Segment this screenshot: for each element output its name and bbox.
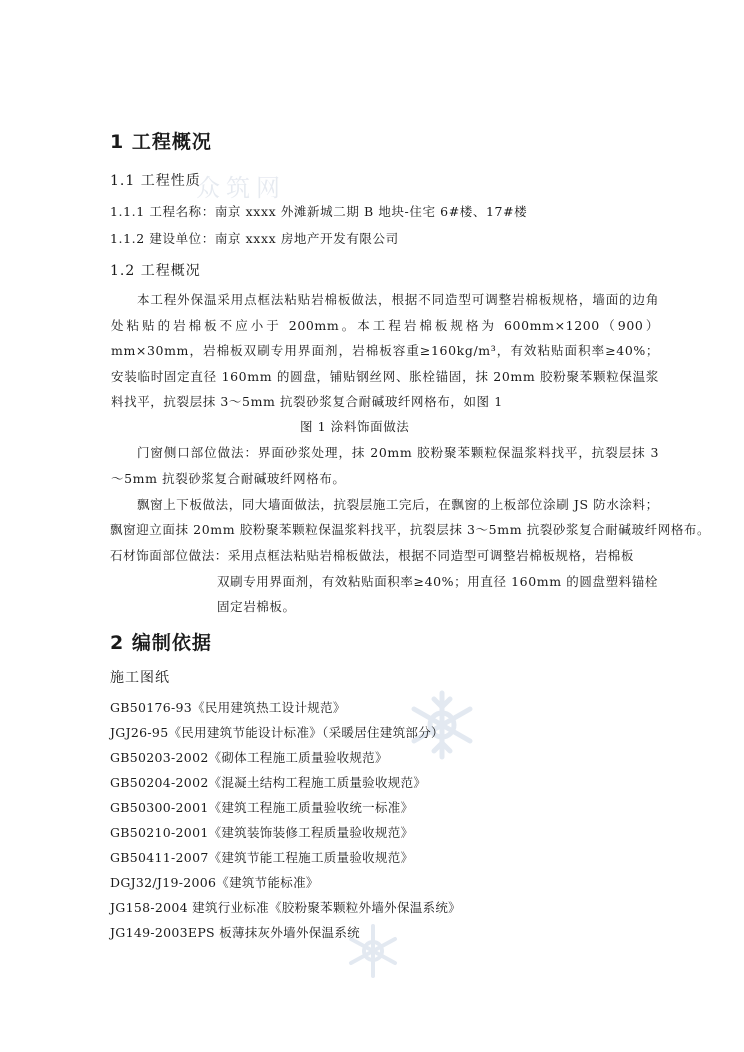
section-2-subtitle: 施工图纸 — [110, 670, 170, 686]
stone-finish-line-3: 固定岩棉板。 — [217, 599, 296, 614]
overview-paragraph: 本工程外保温采用点框法粘贴岩棉板做法，根据不同造型可调整岩棉板规格，墙面的边角处粘贴的岩棉板不应小于 200mm。本工程岩棉板规格为 600mm×1200（900）mm×30mm，岩棉板双刷专用界面剂，岩棉板容重≥160kg/m³，有效粘贴面积率≥40%；安装临时固定直径 160mm 的圆盘，铺贴钢丝网、胀栓锚固，抹 20mm 胶粉聚苯颗粒保温浆料找平，抗裂层抹 3～5mm 抗裂砂浆复合耐碱玻纤网格布，如图 1 — [111, 292, 659, 409]
reference-item: JG149-2003EPS 板薄抹灰外墙外保温系统 — [110, 925, 360, 940]
door-window-paragraph: 门窗侧口部位做法：界面砂浆处理，抹 20mm 胶粉聚苯颗粒保温浆料找平，抗裂层抹 3～5mm 抗裂砂浆复合耐碱玻纤网格布。 — [111, 445, 659, 486]
reference-item: JG158-2004 建筑行业标准《胶粉聚苯颗粒外墙外保温系统》 — [110, 900, 461, 915]
section-1-title: 1 工程概况 — [110, 131, 212, 153]
stone-finish-line-2: 双刷专用界面剂，有效粘贴面积率≥40%；用直径 160mm 的圆盘塑料锚栓 — [217, 574, 658, 589]
reference-item: GB50204-2002《混凝土结构工程施工质量验收规范》 — [110, 775, 427, 790]
builder-item: 1.1.2 建设单位：南京 xxxx 房地产开发有限公司 — [110, 231, 399, 246]
reference-item: DGJ32/J19-2006《建筑节能标准》 — [110, 875, 319, 890]
reference-item: GB50203-2002《砌体工程施工质量验收规范》 — [110, 750, 388, 765]
section-1-1-title: 1.1 工程性质 — [110, 173, 201, 189]
reference-item: GB50176-93《民用建筑热工设计规范》 — [110, 700, 346, 715]
reference-item: GB50411-2007《建筑节能工程施工质量验收规范》 — [110, 850, 414, 865]
reference-item: GB50300-2001《建筑工程施工质量验收统一标准》 — [110, 800, 414, 815]
section-2-title: 2 编制依据 — [110, 632, 212, 654]
project-name-item: 1.1.1 工程名称：南京 xxxx 外滩新城二期 B 地块-住宅 6#楼、17#楼 — [110, 204, 528, 219]
section-1-2-title: 1.2 工程概况 — [110, 263, 201, 279]
figure-caption: 图 1 涂料饰面做法 — [300, 419, 410, 434]
stone-finish-line-1: 石材饰面部位做法：采用点框法粘贴岩棉板做法，根据不同造型可调整岩棉板规格，岩棉板 — [110, 548, 635, 563]
reference-item: JGJ26-95《民用建筑节能设计标准》（采暖居住建筑部分） — [110, 725, 444, 740]
watermark-text: 众筑网 — [196, 174, 286, 202]
bay-window-line-2: 飘窗迎立面抹 20mm 胶粉聚苯颗粒保温浆料找平，抗裂层抹 3～5mm 抗裂砂浆复合耐碱玻纤网格布。 — [110, 522, 711, 537]
bay-window-line-1: 飘窗上下板做法，同大墙面做法，抗裂层施工完后，在飘窗的上板部位涂刷 JS 防水涂料； — [137, 497, 659, 512]
reference-item: GB50210-2001《建筑装饰装修工程质量验收规范》 — [110, 825, 414, 840]
